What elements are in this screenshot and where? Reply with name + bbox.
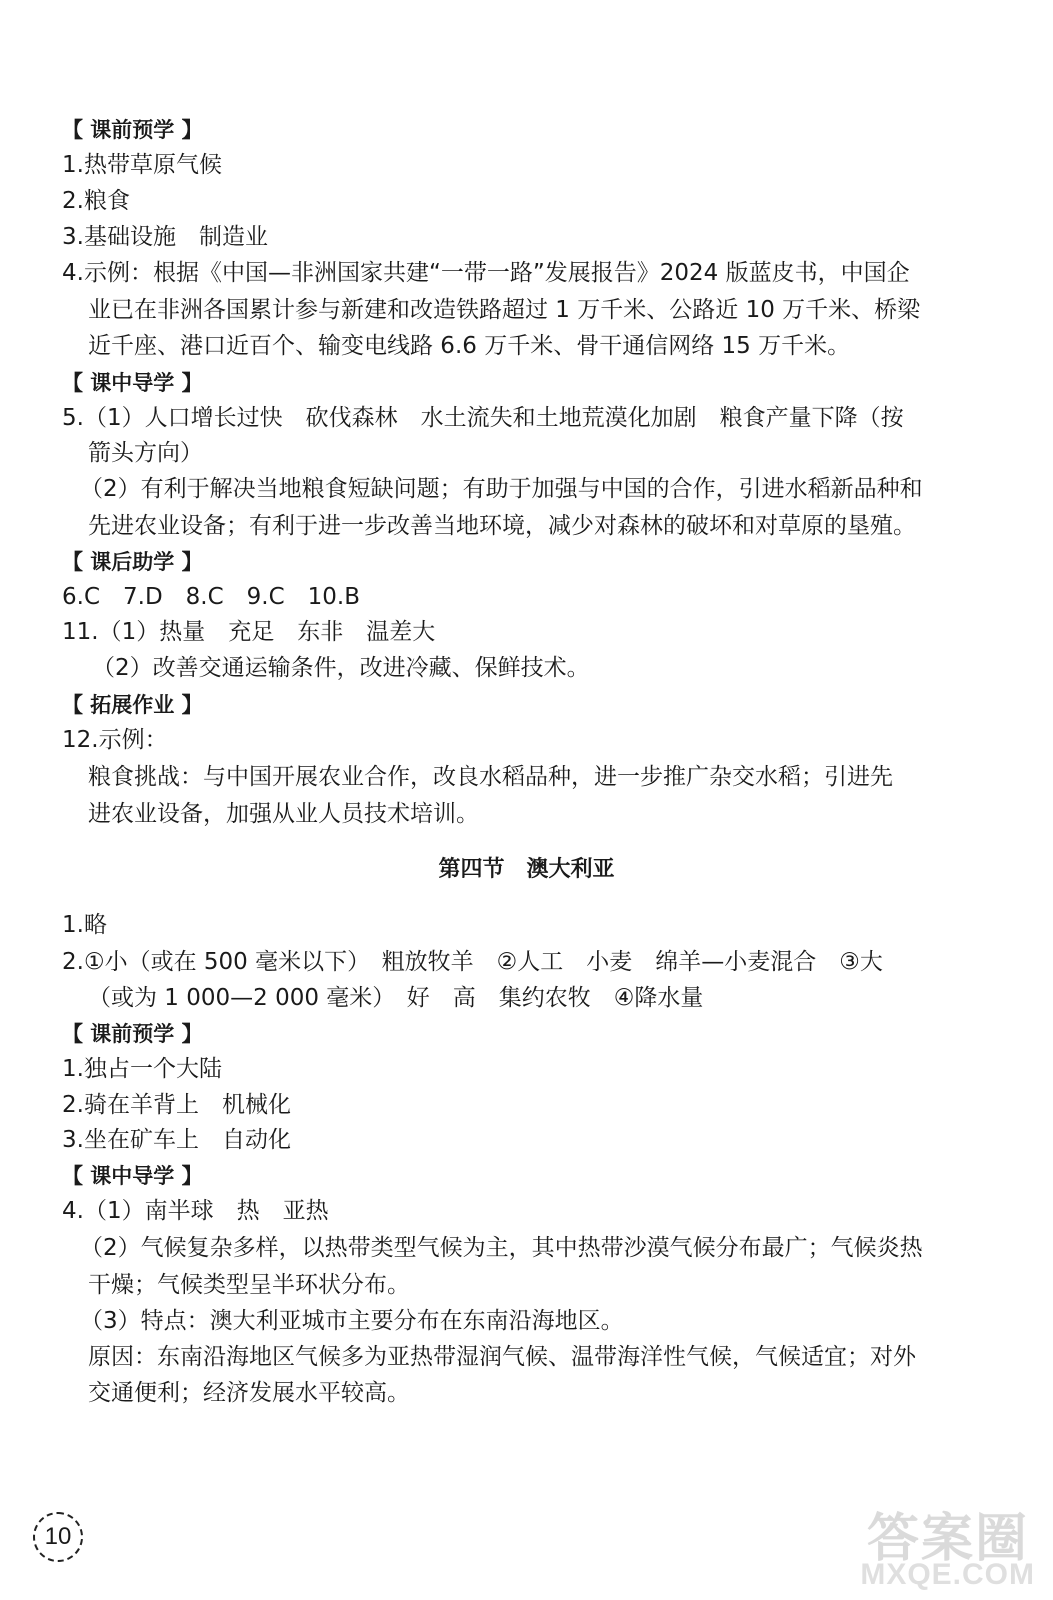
answer-line: 原因：东南沿海地区气候多为亚热带湿润气候、温带海洋性气候，气候适宜；对外 [88,1344,916,1370]
watermark-url: MXQE.COM [860,1558,1035,1591]
answer-line: 交通便利；经济发展水平较高。 [88,1380,410,1406]
answer-line: 先进农业设备；有利于进一步改善当地环境，减少对森林的破坏和对草原的垦殖。 [88,513,916,539]
answer-line: 11.（1）热量 充足 东非 温差大 [62,619,436,645]
page-number: 10 [33,1512,83,1562]
answer-line: 6.C 7.D 8.C 9.C 10.B [62,584,361,610]
section-head-preview: 【 课前预学 】 [62,118,203,142]
section-head-extension: 【 拓展作业 】 [62,693,203,717]
watermark-text: 答案圈 [866,1510,1029,1568]
answer-line: （2）气候复杂多样，以热带类型气候为主，其中热带沙漠气候分布最广；气候炎热 [80,1235,923,1261]
answer-line: 2.骑在羊背上 机械化 [62,1092,291,1118]
answer-line: （2）改善交通运输条件，改进冷藏、保鲜技术。 [92,655,590,681]
answer-line: （3）特点：澳大利亚城市主要分布在东南沿海地区。 [80,1308,624,1334]
answer-line: 干燥；气候类型呈半环状分布。 [88,1272,410,1298]
watermark-logo [855,1496,1035,1592]
answer-line: 3.基础设施 制造业 [62,224,268,250]
answer-line: （或为 1 000—2 000 毫米） 好 高 集约农牧 ④降水量 [88,985,704,1011]
answer-line: 1.略 [62,912,107,938]
answer-line: 12.示例： [62,727,168,753]
section-head-in-class: 【 课中导学 】 [62,371,203,395]
answer-line: 2.①小（或在 500 毫米以下） 粗放牧羊 ②人工 小麦 绵羊—小麦混合 ③大 [62,949,883,975]
answer-line: 箭头方向） [88,440,203,466]
answer-line: 粮食挑战：与中国开展农业合作，改良水稻品种，进一步推广杂交水稻；引进先 [88,764,893,790]
answer-line: 1.热带草原气候 [62,152,222,178]
answer-line: （2）有利于解决当地粮食短缺问题；有助于加强与中国的合作，引进水稻新品种和 [80,476,923,502]
answer-line: 进农业设备，加强从业人员技术培训。 [88,801,479,827]
section-head-after-class: 【 课后助学 】 [62,550,203,574]
section-title: 第四节 澳大利亚 [438,857,615,882]
answer-line: 4.（1）南半球 热 亚热 [62,1198,329,1224]
answer-line: 4.示例：根据《中国—非洲国家共建“一带一路”发展报告》2024 版蓝皮书，中国企 [62,260,910,286]
answer-line: 业已在非洲各国累计参与新建和改造铁路超过 1 万千米、公路近 10 万千米、桥梁 [88,297,921,323]
section-head-preview: 【 课前预学 】 [62,1022,203,1046]
section-head-in-class: 【 课中导学 】 [62,1164,203,1188]
answer-line: 3.坐在矿车上 自动化 [62,1127,291,1153]
answer-line: 1.独占一个大陆 [62,1056,222,1082]
answer-line: 5.（1）人口增长过快 砍伐森林 水土流失和土地荒漠化加剧 粮食产量下降（按 [62,405,904,431]
answer-line: 近千座、港口近百个、输变电线路 6.6 万千米、骨干通信网络 15 万千米。 [88,333,851,359]
answer-line: 2.粮食 [62,188,130,214]
